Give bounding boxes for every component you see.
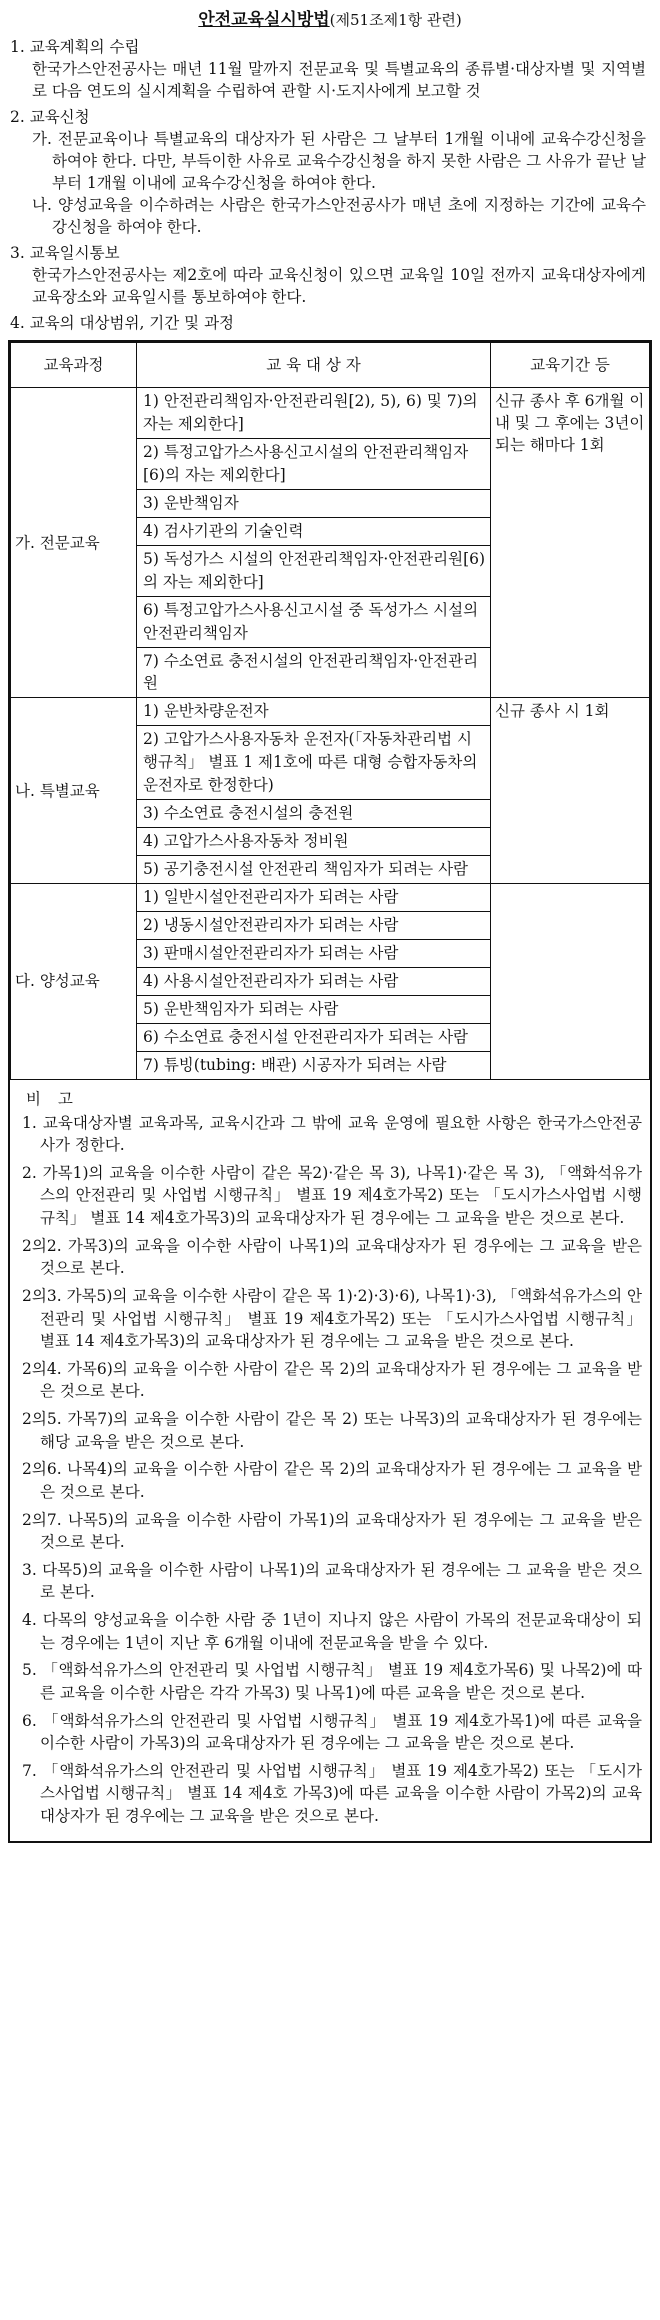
target-item: 5) 공기충전시설 안전관리 책임자가 되려는 사람 (143, 860, 469, 878)
section-3-heading: 3. 교육일시통보 (10, 244, 120, 263)
target-item: 4) 고압가스사용자동차 정비원 (137, 828, 490, 856)
note-item: 3. 다목5)의 교육을 이수한 사람이 나목1)의 교육대상자가 된 경우에는 그 교육을 받은 것으로 본다. (22, 1560, 642, 1602)
course-professional: 가. 전문교육 (11, 388, 137, 698)
table-header-row (11, 343, 650, 388)
target-item: 3) 운반책임자 (137, 490, 490, 518)
note-item: 2의7. 나목5)의 교육을 이수한 사람이 가목1)의 교육대상자가 된 경우에는 그 교육을 받은 것으로 본다. (22, 1510, 642, 1552)
note-item: 4. 다목의 양성교육을 이수한 사람 중 1년이 지나지 않은 사람이 가목의 전문교육대상이 되는 경우에는 1년이 지난 후 6개월 이내에 전문교육을 받을 수 있다. (22, 1611, 642, 1652)
target-item: 4) 검사기관의 기술인력 (137, 518, 490, 546)
section-2-item-ga: 가. 전문교육이나 특별교육의 대상자가 된 사람은 그 날부터 1개월 이내에 교육수강신청을 하여야 한다. 다만, 부득이한 사유로 교육수강신청을 하지 못한 사람은 그 사유가 끝난 날부터 1개월 이내에 교육수강신청을 하여야 한다. (32, 130, 646, 193)
note-item: 2의6. 나목4)의 교육을 이수한 사람이 같은 목 2)의 교육대상자가 된 경우에는 그 교육을 받은 것으로 본다. (22, 1460, 642, 1501)
table-row-special (11, 698, 650, 884)
note-item: 2. 가목1)의 교육을 이수한 사람이 같은 목2)·같은 목 3), 나목1)·같은 목 3), 「액화석유가스의 안전관리 및 사업법 시행규칙」 별표 19 제4호가목2) 또는 「도시가스사업법 시행규칙」 별표 14 제4호가목3)의 교육대상자가 된 경우에는 그 교육을 받은 것으로 본다. (22, 1163, 642, 1227)
notes-title: 비 고 (26, 1089, 79, 1108)
note-item: 2의4. 가목6)의 교육을 이수한 사람이 같은 목 2)의 교육대상자가 된 경우에는 그 교육을 받은 것으로 본다. (22, 1359, 642, 1401)
header-target: 교 육 대 상 자 (137, 343, 491, 388)
target-item: 2) 고압가스사용자동차 운전자(「자동차관리법 시행규칙」 별표 1 제1호에 따른 대형 승합자동차의 운전자로 한정한다) (137, 726, 490, 800)
header-course: 교육과정 (11, 343, 137, 388)
target-item: 3) 판매시설안전관리자가 되려는 사람 (137, 940, 490, 968)
target-item: 7) 튜빙(tubing: 배관) 시공자가 되려는 사람 (143, 1055, 447, 1074)
course-special: 나. 특별교육 (11, 698, 137, 884)
target-item: 1) 운반차량운전자 (137, 698, 490, 726)
note-item: 6. 「액화석유가스의 안전관리 및 사업법 시행규칙」 별표 19 제4호가목1)에 따른 교육을 이수한 사람이 가목3)의 교육대상자가 된 경우에는 그 교육을 받은 것으로 본다. (22, 1711, 642, 1753)
period-special: 신규 종사 시 1회 (491, 698, 650, 884)
course-training: 다. 양성교육 (11, 883, 137, 1079)
notes-section (10, 1080, 650, 1841)
table-row-training (11, 883, 650, 1079)
note-item: 1. 교육대상자별 교육과목, 교육시간과 그 밖에 교육 운영에 필요한 사항은 한국가스안전공사가 정한다. (22, 1113, 642, 1155)
note-item: 5. 「액화석유가스의 안전관리 및 사업법 시행규칙」 별표 19 제4호가목6) 및 나목2)에 따른 교육을 이수한 사람은 각각 가목3) 및 나목1)에 따른 교육을 받은 것으로 본다. (22, 1661, 642, 1702)
education-table (10, 342, 650, 1079)
section-1-heading: 1. 교육계획의 수립 (10, 38, 140, 57)
header-period: 교육기간 등 (491, 343, 650, 388)
target-item: 1) 일반시설안전관리자가 되려는 사람 (137, 884, 490, 912)
section-3-body: 한국가스안전공사는 제2호에 따라 교육신청이 있으면 교육일 10일 전까지 교육대상자에게 교육장소와 교육일시를 통보하여야 한다. (32, 266, 646, 307)
target-item: 6) 특정고압가스사용신고시설 중 독성가스 시설의 안전관리책임자 (137, 597, 490, 648)
title-main: 안전교육실시방법 (198, 10, 330, 30)
section-2-item-na: 나. 양성교육을 이수하려는 사람은 한국가스안전공사가 매년 초에 지정하는 기간에 교육수강신청을 하여야 한다. (32, 196, 646, 237)
target-item: 4) 사용시설안전관리자가 되려는 사람 (137, 968, 490, 996)
period-professional: 신규 종사 후 6개월 이내 및 그 후에는 3년이 되는 해마다 1회 (491, 388, 650, 698)
targets-training (137, 883, 491, 1079)
target-item: 2) 냉동시설안전관리자가 되려는 사람 (137, 912, 490, 940)
targets-special (137, 698, 491, 884)
target-item: 5) 운반책임자가 되려는 사람 (137, 996, 490, 1024)
note-item: 7. 「액화석유가스의 안전관리 및 사업법 시행규칙」 별표 19 제4호가목2) 또는 「도시가스사업법 시행규칙」 별표 14 제4호 가목3)에 따른 교육을 이수한 사람이 가목2)의 교육대상자가 된 경우에는 그 교육을 받은 것으로 본다. (22, 1761, 642, 1825)
target-item: 3) 수소연료 충전시설의 충전원 (137, 800, 490, 828)
education-table-box (8, 340, 652, 1843)
note-item: 2의2. 가목3)의 교육을 이수한 사람이 나목1)의 교육대상자가 된 경우에는 그 교육을 받은 것으로 본다. (22, 1236, 642, 1278)
target-item: 2) 특정고압가스사용신고시설의 안전관리책임자[6)의 자는 제외한다] (137, 439, 490, 490)
title-reference: (제51조제1항 관련) (329, 11, 462, 29)
section-2-heading: 2. 교육신청 (10, 108, 90, 127)
document-title (0, 8, 660, 32)
target-item: 5) 독성가스 시설의 안전관리책임자·안전관리원[6)의 자는 제외한다] (137, 546, 490, 597)
target-item: 6) 수소연료 충전시설 안전관리자가 되려는 사람 (137, 1024, 490, 1052)
section-1-body: 한국가스안전공사는 매년 11월 말까지 전문교육 및 특별교육의 종류별·대상자별 및 지역별로 다음 연도의 실시계획을 수립하여 관할 시·도지사에게 보고할 것 (32, 60, 646, 101)
target-item: 7) 수소연료 충전시설의 안전관리책임자·안전관리원 (143, 651, 479, 693)
note-item: 2의5. 가목7)의 교육을 이수한 사람이 같은 목 2) 또는 나목3)의 교육대상자가 된 경우에는 해당 교육을 받은 것으로 본다. (22, 1410, 642, 1451)
table-row-professional (11, 388, 650, 698)
note-item: 2의3. 가목5)의 교육을 이수한 사람이 같은 목 1)·2)·3)·6), 나목1)·3), 「액화석유가스의 안전관리 및 사업법 시행규칙」 별표 19 제4호가목2) 또는 「도시가스사업법 시행규칙」 별표 14 제4호가목3)의 교육대상자가 된 경우에는 그 교육을 받은 것으로 본다. (22, 1286, 642, 1351)
period-training (491, 883, 650, 1079)
section-4-heading: 4. 교육의 대상범위, 기간 및 과정 (10, 314, 235, 333)
target-item: 1) 안전관리책임자·안전관리원[2), 5), 6) 및 7)의 자는 제외한다] (137, 388, 490, 439)
targets-professional (137, 388, 491, 698)
